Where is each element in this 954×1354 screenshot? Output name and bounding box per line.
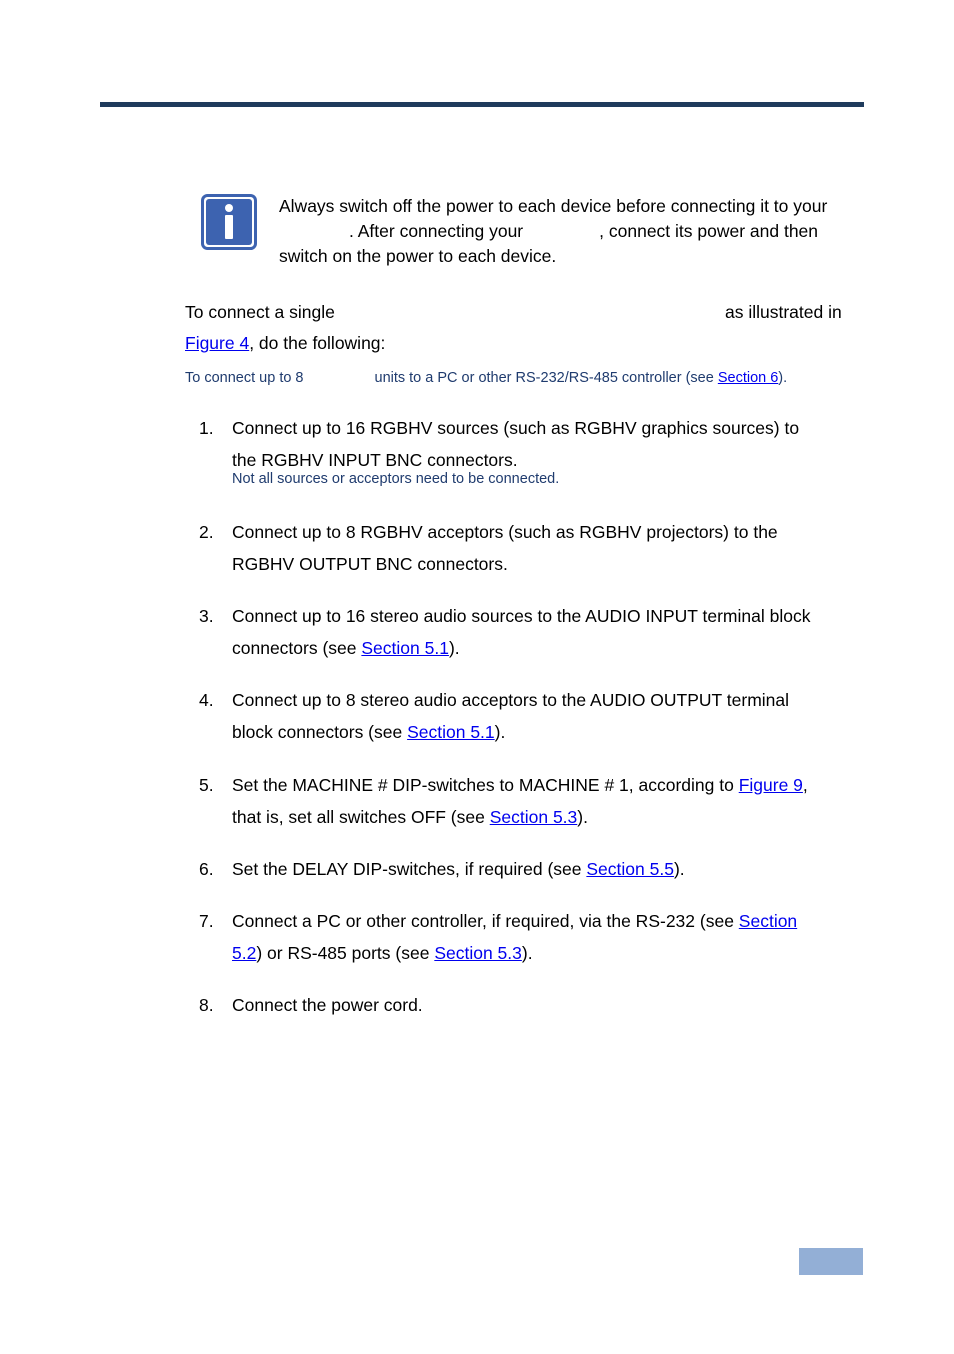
step-number: 6. — [199, 859, 214, 879]
step-5-line-1: Set the MACHINE # DIP-switches to MACHINE # 1, according to Figure 9, — [232, 775, 808, 795]
step-number: 5. — [199, 775, 214, 795]
note-line-3: switch on the power to each device. — [279, 246, 557, 266]
step-7-line-2: 5.2) or RS-485 ports (see Section 5.3). — [232, 943, 533, 963]
step-4-line-1: Connect up to 8 stereo audio acceptors to the AUDIO OUTPUT terminal — [232, 690, 790, 710]
step-4-line-2: block connectors (see Section 5.1). — [232, 722, 506, 742]
step-number: 1. — [199, 418, 214, 438]
info-note — [279, 194, 859, 269]
step-2-line-1: Connect up to 8 RGBHV acceptors (such as RGBHV projectors) to the — [232, 522, 778, 542]
section-5-1-link[interactable]: Section 5.1 — [407, 722, 495, 742]
intro-text-right: as illustrated in — [725, 302, 842, 322]
note-line-1: Always switch off the power to each device before connecting it to your — [279, 196, 828, 216]
section-5-5-link[interactable]: Section 5.5 — [586, 859, 674, 879]
step-1-line-2: the RGBHV INPUT BNC connectors. — [232, 450, 518, 470]
step-6-line-1: Set the DELAY DIP-switches, if required (see Section 5.5). — [232, 859, 685, 879]
header-rule — [100, 102, 864, 107]
section-5-2-link-cont[interactable]: 5.2 — [232, 943, 257, 963]
intro-line-1 — [185, 301, 865, 323]
step-1-subnote: Not all sources or acceptors need to be connected. — [232, 471, 560, 487]
step-number: 7. — [199, 911, 214, 931]
step-2-line-2: RGBHV OUTPUT BNC connectors. — [232, 554, 508, 574]
note-line-2: . After connecting your , connect its power and then — [349, 221, 819, 241]
step-7-line-1: Connect a PC or other controller, if required, via the RS-232 (see Section — [232, 911, 798, 931]
section-5-3-link[interactable]: Section 5.3 — [489, 807, 578, 827]
tip-note: To connect up to 8 units to a PC or other RS-232/RS-485 controller (see Section 6). — [185, 370, 788, 386]
step-number: 4. — [199, 690, 214, 710]
step-3-line-2: connectors (see Section 5.1). — [232, 638, 460, 658]
intro-line-2 — [185, 332, 865, 354]
info-icon — [201, 194, 257, 250]
step-number: 8. — [199, 995, 214, 1015]
section-6-link[interactable]: Section 6 — [717, 370, 779, 386]
step-3-line-1: Connect up to 16 stereo audio sources to the AUDIO INPUT terminal block — [232, 606, 811, 626]
figure-9-link[interactable]: Figure 9 — [738, 775, 803, 795]
section-5-2-link[interactable]: Section — [738, 911, 798, 931]
step-8-line-1: Connect the power cord. — [232, 995, 423, 1015]
step-1-line-1: Connect up to 16 RGBHV sources (such as RGBHV graphics sources) to — [232, 418, 800, 438]
section-5-1-link[interactable]: Section 5.1 — [361, 638, 449, 658]
step-5-line-2: that is, set all switches OFF (see Section 5.3). — [232, 807, 588, 827]
intro-text-rest: , do the following: — [249, 333, 386, 353]
step-number: 3. — [199, 606, 214, 626]
section-5-3-link[interactable]: Section 5.3 — [434, 943, 522, 963]
figure-4-link[interactable]: Figure 4 — [185, 333, 250, 353]
step-number: 2. — [199, 522, 214, 542]
intro-text-left: To connect a single — [185, 302, 335, 322]
page-number-tab — [799, 1248, 863, 1275]
